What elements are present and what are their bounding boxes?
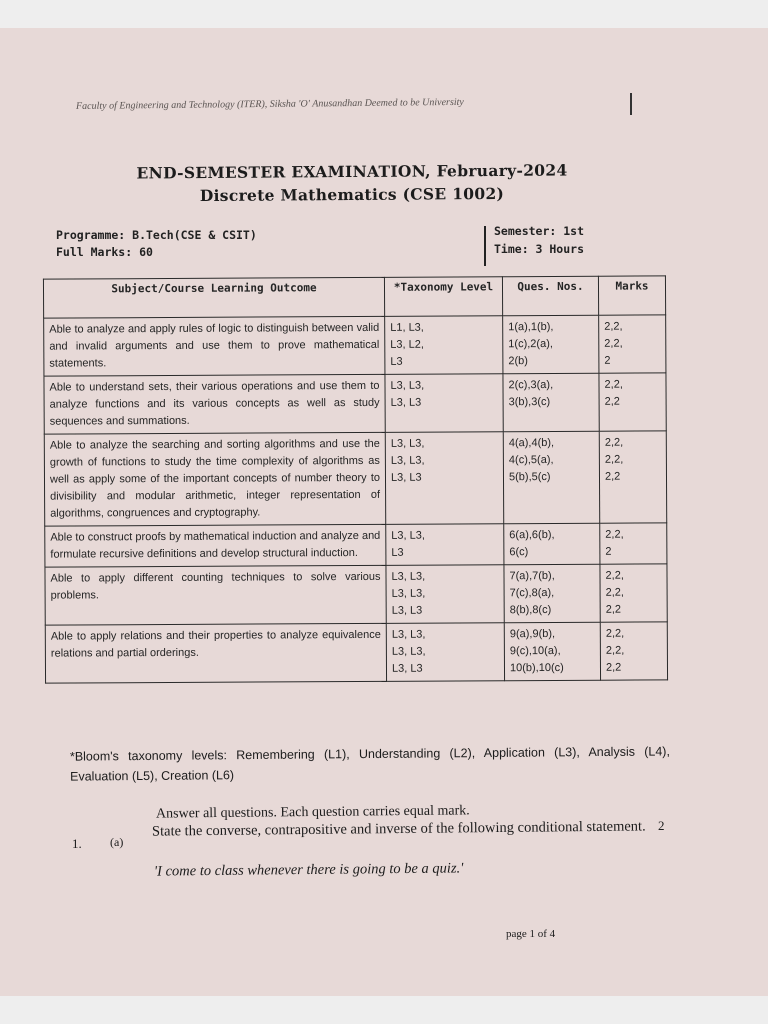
page-number: page 1 of 4 [506,928,556,940]
question-numbers-value: 2(b) [508,355,528,368]
taxonomy-value: L3, L3 [391,604,423,617]
marks-value: 2,2, [604,320,623,333]
taxonomy-value: L3, L3 [391,662,423,675]
taxonomy-value: L3, L3, [390,379,425,392]
marks-cell [600,523,667,564]
exam-time: Time: 3 Hours [494,242,585,256]
taxonomy-cell [386,565,504,624]
question-numbers-value: 1(c),2(a), [508,337,553,351]
question-numbers-cell [503,431,599,524]
course-outcome-table [43,275,668,683]
university-header: Faculty of Engineering and Technology (ITER), Siksha 'O' Anusandhan Deemed to be University [75,96,464,112]
question-numbers-value: 7(c),8(a), [509,586,555,600]
question-numbers-cell [503,373,599,432]
marks-value: 2,2 [605,603,622,616]
marks-cell [600,622,667,680]
column-header: Subject/Course Learning Outcome [43,277,384,318]
header-divider [630,93,632,115]
outcome-cell: Able to understand sets, their various operations and use them to analyze functions and its various concepts as well as study sequences and summations. [44,374,385,434]
question-numbers-value: 4(c),5(a), [508,453,554,467]
marks-cell [599,431,666,523]
outcome-cell: Able to apply relations and their properties to analyze equivalence relations and partial orderings. [45,623,386,683]
marks-value: 2 [604,354,611,367]
question-numbers-value: 9(c),10(a), [509,644,561,658]
marks-value: 2,2, [605,644,625,657]
column-header: *Taxonomy Level [384,277,502,317]
taxonomy-value: L3, L3 [390,471,422,484]
taxonomy-cell [386,524,504,566]
semester: Semester: 1st [494,224,585,238]
marks-value: 2,2, [605,627,625,640]
question-numbers-value: 5(b),5(c) [508,470,551,484]
question-numbers-value: 7(a),7(b), [509,569,555,583]
column-header: Ques. Nos. [502,276,598,316]
question-numbers-value: 6(c) [509,546,529,559]
question-numbers-value: 9(a),9(b), [509,627,556,641]
taxonomy-value: L1, L3, [390,321,424,334]
marks-cell [599,315,666,373]
marks-value: 2,2, [605,586,624,599]
column-header: Marks [598,276,665,315]
marks-cell [600,564,667,622]
question-text: State the converse, contrapositive and inverse of the following conditional statement. [151,818,646,840]
question-numbers-value: 1(a),1(b), [508,320,554,334]
table-row [44,315,666,376]
marks-value: 2,2 [605,661,622,674]
taxonomy-value: L3, L3, [391,628,426,641]
question-numbers-value: 2(c),3(a), [508,378,554,392]
question-number: 1. [72,836,82,851]
marks-value: 2,2, [604,453,624,466]
outcome-cell: Able to construct proofs by mathematical induction and analyze and formulate recursive definitions and develop structural induction. [45,524,386,567]
course-title: Discrete Mathematics (CSE 1002) [199,183,505,206]
taxonomy-cell [385,316,503,375]
marks-cell [599,373,666,431]
question-part: (a) [110,835,124,849]
question-quote: 'I come to class whenever there is going to be a quiz.' [153,860,464,880]
marks-value: 2,2 [604,470,621,483]
table-row [45,564,667,625]
table-row [44,431,666,526]
taxonomy-value: L3, L3, [390,454,425,467]
table-row [45,622,667,683]
bloom-taxonomy-note: *Bloom's taxonomy levels: Remembering (L1), Understanding (L2), Application (L3), Analysis (L4), Evaluation (L5), Creation (L6) [69,744,670,784]
taxonomy-cell [385,432,503,525]
question-marks: 2 [658,818,665,833]
question-numbers-value: 4(a),4(b), [508,436,555,450]
taxonomy-value: L3, L2, [390,338,424,351]
marks-value: 2,2, [604,378,623,391]
taxonomy-value: L3 [391,546,404,559]
question-numbers-value: 6(a),6(b), [509,528,555,542]
taxonomy-value: L3, L3, [391,529,425,542]
question-numbers-value: 10(b),10(c) [509,661,564,675]
instructions: Answer all questions. Each question carries equal mark. [155,803,470,822]
taxonomy-value: L3 [390,355,403,368]
full-marks: Full Marks: 60 [56,245,153,259]
taxonomy-value: L3, L3, [391,645,426,658]
outcome-cell: Able to analyze the searching and sorting algorithms and use the growth of functions to study the time complexity of algorithms as well as apply some of the important concepts of number theory to divisibility and modular arithmetic, integer representation of algorithms, congruences and cryptography. [44,432,385,526]
marks-value: 2,2 [604,395,620,408]
marks-value: 2,2, [605,569,624,582]
marks-value: 2,2, [605,528,624,541]
question-numbers-cell [504,523,600,565]
outcome-cell: Able to analyze and apply rules of logic to distinguish between valid and invalid arguments and use them to prove mathematical statements. [44,316,385,376]
taxonomy-cell [385,374,503,433]
question-numbers-cell [504,564,600,623]
table-header-row [43,276,665,318]
taxonomy-value: L3, L3 [390,396,422,409]
taxonomy-value: L3, L3, [391,587,426,600]
question-numbers-cell [503,315,599,374]
taxonomy-cell [386,623,504,682]
table-row [44,373,666,434]
question-numbers-value: 8(b),8(c) [509,603,552,617]
marks-value: 2,2, [604,337,623,350]
programme: Programme: B.Tech(CSE & CSIT) [56,228,257,242]
marks-value: 2,2, [604,436,624,449]
outcome-cell: Able to apply different counting techniques to solve various problems. [45,565,386,625]
table-row [45,523,667,567]
question-numbers-value: 3(b),3(c) [508,395,551,409]
taxonomy-value: L3, L3, [391,570,426,583]
question-numbers-cell [504,622,600,681]
exam-title: END-SEMESTER EXAMINATION, February-2024 [136,160,568,183]
marks-value: 2 [605,545,612,558]
meta-divider [484,226,486,266]
taxonomy-value: L3, L3, [390,437,425,450]
